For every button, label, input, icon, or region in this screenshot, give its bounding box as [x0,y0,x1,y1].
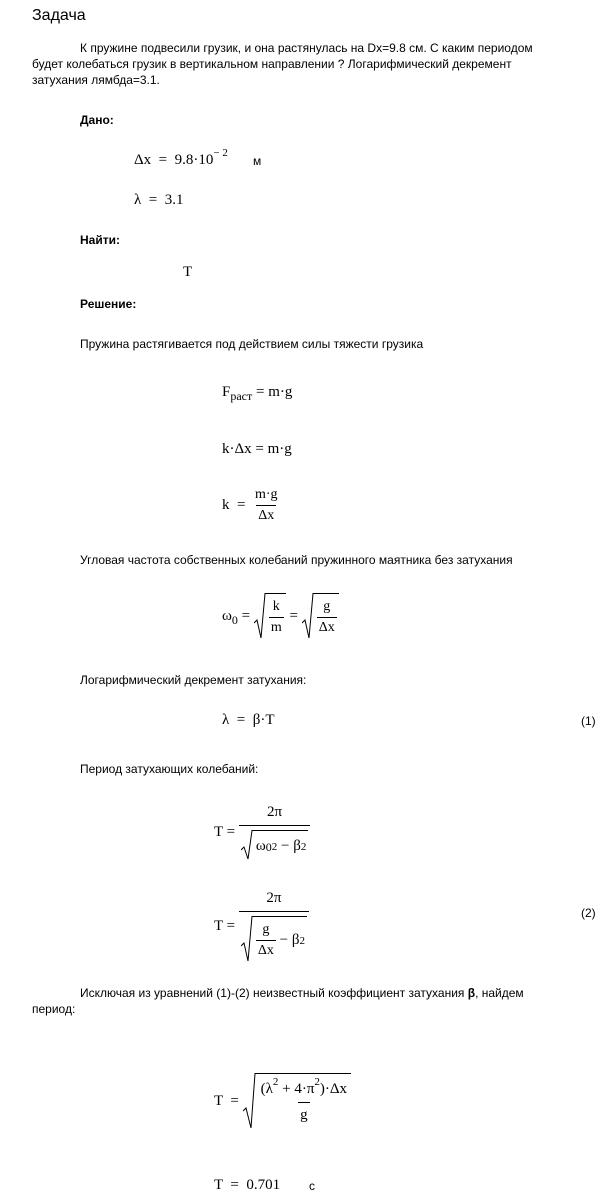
solution-text-5-cont: период: [32,1002,76,1016]
dx-symbol: Δx [134,152,152,168]
solution-text-4: Период затухающих колебаний: [80,762,259,776]
given-lambda-equation: λ = 3.1 [134,192,184,208]
find-heading: Найти: [80,233,120,247]
dx-mantissa: 9.8·10 [174,152,214,168]
beta-symbol: β [467,986,476,1000]
k-equation: k = $\frac{m\cdot g}{\Delta x}$ [222,487,278,523]
lambda-value: 3.1 [164,192,184,208]
period-equation-g: T = 2π $\frac{g}{\Delta x}$ − β 2 [214,890,309,962]
sqrt-k-over-m: $\frac{k}{m}$ [254,593,286,639]
solution-text-2: Угловая частота собственных колебаний пружинного маятника без затухания [80,553,513,567]
result-equation: T = 0.701 [214,1177,281,1193]
force-equation: $F_{раст} = m\cdot g$ [222,384,293,403]
page-title: Задача [32,7,86,24]
find-variable: T [183,264,193,280]
solution-text-5a: Исключая из уравнений (1)-(2) неизвестный коэффициент затухания [80,986,468,1000]
final-sqrt: $\frac{(\lambda^2 + 4\cdot\pi^2)\cdot\Delta x}{g}$ [243,1073,351,1129]
solution-heading: Решение: [80,297,137,311]
period-equation-omega: T = 2π ω 0 2 − β 2 [214,804,310,860]
sqrt-g-over-dx: $\frac{g}{\Delta x}$ [302,593,339,639]
equation-label-2: (2) [581,906,596,920]
solution-text-5 [80,986,524,1000]
solution-text-1: Пружина растягивается под действием силы тяжести грузика [80,337,424,351]
dx-unit: м [253,154,262,168]
problem-text-line-3: затухания лямбда=3.1. [32,73,160,87]
dx-exponent: − 2 [213,147,228,159]
equation-label-1: (1) [581,714,596,728]
lambda-symbol: λ [134,192,142,208]
given-heading: Дано: [80,113,114,127]
result-unit: с [309,1179,315,1193]
problem-text-line-2: будет колебаться грузик в вертикальном направлении ? Логарифмический декремент [32,57,512,71]
omega0-equation: $\omega_0$ = $\frac{k}{m}$ = $\frac{g}{\Delta x}$ [222,593,339,639]
period-fraction-omega: 2π ω 0 2 − β 2 [239,804,310,860]
given-dx-equation: $\Delta x = 9.8\cdot 10^{- 2}$ [134,147,228,168]
problem-text-line-1: К пружине подвесили грузик, и она растянулась на Dx=9.8 см. С каким периодом [80,41,533,55]
k-fraction: $\frac{m\cdot g}{\Delta x}$ [254,487,278,523]
result-value: 0.701 [246,1177,281,1193]
solution-text-3: Логарифмический декремент затухания: [80,673,307,687]
result-lhs: T [214,1177,223,1193]
decrement-equation: λ = β·T [222,712,275,728]
solution-text-5b: , найдем [475,986,524,1000]
hooke-equation: k·Δx = m·g [222,441,292,457]
period-fraction-g: 2π $\frac{g}{\Delta x}$ − β 2 [239,890,309,962]
final-formula: T = $\frac{(\lambda^2 + 4\cdot\pi^2)\cdot\Delta x}{g}$ [214,1073,351,1129]
